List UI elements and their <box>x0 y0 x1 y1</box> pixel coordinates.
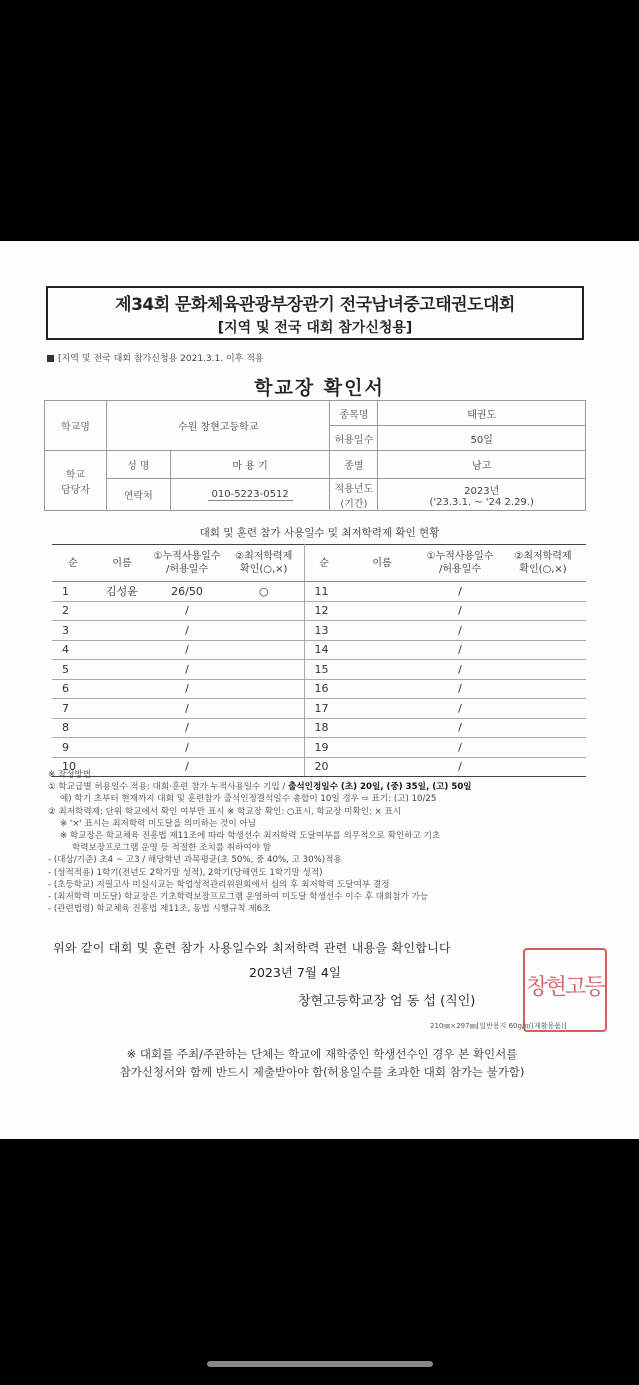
row-number: 20 <box>304 757 344 777</box>
school-info-table <box>44 400 586 511</box>
academic-check <box>224 679 304 699</box>
instruction-line: 예) 학기 초부터 현재까지 대회 및 훈련참가 출석인정결석일수 총합이 10일 경우 ⇨ 표기: (고) 10/25 <box>60 794 437 805</box>
year-value-line1: 2023년 <box>464 485 500 497</box>
instructions-heading: ※ 작성방법 <box>48 770 92 780</box>
row-number: 16 <box>304 679 344 699</box>
academic-check <box>500 699 586 719</box>
row-number: 10 <box>52 757 94 777</box>
row-number: 11 <box>304 582 344 602</box>
student-name <box>94 718 150 738</box>
student-name <box>344 699 420 719</box>
header-acad-line2: 확인(○,×) <box>519 564 567 575</box>
header-name-left: 이름 <box>94 545 150 582</box>
student-name <box>344 679 420 699</box>
row-number: 4 <box>52 640 94 660</box>
academic-check <box>224 621 304 641</box>
person-in-charge-label <box>45 451 107 511</box>
bottom-note-line1: ※ 대회를 주최/주관하는 단체는 학교에 재학중인 학생선수인 경우 본 확인서를 <box>126 1047 518 1061</box>
official-seal: 창현고등 <box>523 948 607 1032</box>
header-acad-left <box>224 545 304 582</box>
instruction-line: - (관련법령) 학교체육 진흥법 제11조, 동법 시행규칙 제6조 <box>48 904 271 915</box>
square-bullet-icon <box>47 355 54 362</box>
instruction-line: ② 최저학력제: 단위 학교에서 확인 여부만 표시 ※ 학교장 확인: ○표시, 학교장 미확인: × 표시 <box>48 806 402 817</box>
academic-check <box>224 601 304 621</box>
top-note <box>47 351 264 364</box>
allowed-days-label: 허용일수 <box>330 426 378 451</box>
person-label-line2: 담당자 <box>60 484 90 496</box>
academic-check <box>500 718 586 738</box>
academic-check <box>500 679 586 699</box>
year-value-line2: ('23.3.1. ~ '24 2.29.) <box>429 496 534 508</box>
contact-label: 연락처 <box>106 479 170 511</box>
days-used: / <box>150 738 224 758</box>
student-name <box>344 660 420 680</box>
days-used: / <box>150 757 224 777</box>
student-name <box>94 660 150 680</box>
row-number: 18 <box>304 718 344 738</box>
academic-check <box>500 660 586 680</box>
name-label: 성 명 <box>106 451 170 479</box>
school-label: 학교명 <box>45 401 107 451</box>
days-used: / <box>420 738 500 758</box>
header-days-line1: ①누적사용일수 <box>153 551 221 562</box>
days-used: / <box>420 640 500 660</box>
academic-check <box>224 640 304 660</box>
status-table <box>52 544 586 777</box>
days-used: / <box>150 679 224 699</box>
row-number: 8 <box>52 718 94 738</box>
student-name <box>344 601 420 621</box>
days-used: / <box>150 660 224 680</box>
bottom-note-line2: 참가신청서와 함께 반드시 제출받아야 함(허용일수를 초과한 대회 참가는 불가함) <box>119 1065 525 1079</box>
event-value: 태권도 <box>378 401 586 426</box>
days-used: / <box>420 601 500 621</box>
instruction-line: - (대상/기준) 초4 ~ 고3 / 해당학년 과목평균(초 50%, 중 40%, 고 30%)적용 <box>48 855 342 866</box>
bottom-note <box>47 1045 597 1081</box>
instruction-line: 학력보장프로그램 운영 등 적절한 조치를 취하여야 함 <box>72 843 272 854</box>
student-name: 김성윤 <box>94 582 150 602</box>
instruction-line <box>48 781 608 793</box>
days-used: / <box>150 699 224 719</box>
header-days-line2: /허용일수 <box>438 564 481 575</box>
academic-check <box>500 601 586 621</box>
confirmation-text: 위와 같이 대회 및 훈련 참가 사용일수와 최저학력 관련 내용을 확인합니다 <box>53 941 451 955</box>
year-label-line2: (기간) <box>340 498 368 510</box>
header-days-line2: /허용일수 <box>165 564 208 575</box>
student-name <box>94 621 150 641</box>
contact-value-text: 010-5223-0512 <box>208 489 293 501</box>
instruction-text: ① 학교급별 허용일수 적용: 대회·훈련 참가 누적사용일수 기입 / <box>48 782 289 793</box>
student-name <box>344 738 420 758</box>
row-number: 15 <box>304 660 344 680</box>
instruction-line: ※ '×' 표시는 최저학력 미도달을 의미하는 것이 아님 <box>60 818 256 829</box>
student-name <box>94 601 150 621</box>
gender-label: 종별 <box>330 451 378 479</box>
academic-check <box>500 582 586 602</box>
gender-value: 남고 <box>378 451 586 479</box>
row-number: 12 <box>304 601 344 621</box>
instruction-bold-text: 출석인정일수 (초) 20일, (중) 35일, (고) 50일 <box>288 782 472 793</box>
days-used: / <box>420 582 500 602</box>
academic-check <box>224 699 304 719</box>
title-box <box>46 286 584 340</box>
header-days-right <box>420 545 500 582</box>
instruction-line: - (성적적용) 1학기(전년도 2학기말 성적), 2학기(당해연도 1학기말 성적) <box>48 867 323 878</box>
header-days-left <box>150 545 224 582</box>
confirmation-date: 2023년 7월 4일 <box>249 965 341 980</box>
row-number: 2 <box>52 601 94 621</box>
academic-check: ○ <box>224 582 304 602</box>
year-label <box>330 479 378 511</box>
days-used: / <box>420 660 500 680</box>
academic-check <box>224 660 304 680</box>
table-row <box>52 679 586 699</box>
days-used: / <box>150 640 224 660</box>
header-acad-line1: ②최저학력제 <box>514 551 572 562</box>
table-row <box>52 601 586 621</box>
student-name <box>344 718 420 738</box>
days-used: / <box>150 718 224 738</box>
table-row <box>52 640 586 660</box>
academic-check <box>500 738 586 758</box>
header-days-line1: ①누적사용일수 <box>426 551 494 562</box>
days-used: / <box>420 699 500 719</box>
year-value <box>378 479 586 511</box>
person-label-line1: 학교 <box>65 469 86 481</box>
student-name <box>344 640 420 660</box>
days-used: / <box>420 757 500 777</box>
row-number: 6 <box>52 679 94 699</box>
instruction-line: - (최저학력 미도달) 학교장은 기초학력보장프로그램 운영하여 미도달 학생선수 이수 후 대회참가 가능 <box>48 892 429 903</box>
row-number: 13 <box>304 621 344 641</box>
table-row <box>52 660 586 680</box>
home-indicator[interactable] <box>207 1361 433 1367</box>
header-no-right: 순 <box>304 545 344 582</box>
days-used: / <box>420 718 500 738</box>
academic-check <box>224 738 304 758</box>
student-name <box>94 738 150 758</box>
row-number: 14 <box>304 640 344 660</box>
student-name <box>94 699 150 719</box>
row-number: 9 <box>52 738 94 758</box>
days-used: / <box>150 621 224 641</box>
header-acad-right <box>500 545 586 582</box>
event-label: 종목명 <box>330 401 378 426</box>
year-label-line1: 적용년도 <box>334 483 374 495</box>
instruction-line: - (초등학교) 지필고사 미실시교는 학업성적관리위원회에서 심의 후 최저학력 도달여부 결정 <box>48 879 390 890</box>
student-name <box>94 679 150 699</box>
student-name <box>344 582 420 602</box>
table-row <box>52 621 586 641</box>
table-row <box>52 582 586 602</box>
document-title: 제34회 문화체육관광부장관기 전국남녀중고태권도대회 <box>115 295 515 315</box>
document-subtitle: [지역 및 전국 대회 참가신청용] <box>217 320 413 336</box>
row-number: 3 <box>52 621 94 641</box>
contact-value <box>170 479 330 511</box>
days-used: / <box>420 621 500 641</box>
row-number: 19 <box>304 738 344 758</box>
academic-check <box>500 621 586 641</box>
table-subtitle: 대회 및 훈련 참가 사용일수 및 최저학력제 확인 현황 <box>199 527 440 539</box>
header-name-right: 이름 <box>344 545 420 582</box>
name-value: 마 용 기 <box>170 451 330 479</box>
student-name <box>344 621 420 641</box>
row-number: 5 <box>52 660 94 680</box>
days-used: 26/50 <box>150 582 224 602</box>
table-row <box>52 699 586 719</box>
principal-signature: 창현고등학교장 엄 동 섭 (직인) <box>298 994 476 1009</box>
header-acad-line1: ②최저학력제 <box>235 551 293 562</box>
paper-spec: 210㎜×297㎜[일반용지 60g/㎡(재활용품)] <box>430 1022 567 1030</box>
instruction-line: ※ 학교장은 학교체육 진흥법 제11조에 따라 학생선수 최저학력 도달여부를 의무적으로 확인하고 기초 <box>60 831 441 842</box>
student-name <box>94 640 150 660</box>
row-number: 1 <box>52 582 94 602</box>
top-note-text: [지역 및 전국 대회 참가신청용 2021.3.1. 이후 적용 <box>58 354 264 364</box>
header-no-left: 순 <box>52 545 94 582</box>
row-number: 7 <box>52 699 94 719</box>
document-page <box>0 241 639 1139</box>
table-row <box>52 718 586 738</box>
days-used: / <box>420 679 500 699</box>
days-used: / <box>150 601 224 621</box>
table-row <box>52 738 586 758</box>
page-heading: 학교장 확인서 <box>254 377 385 399</box>
school-value: 수원 창현고등학교 <box>106 401 330 451</box>
academic-check <box>224 718 304 738</box>
row-number: 17 <box>304 699 344 719</box>
academic-check <box>500 640 586 660</box>
header-acad-line2: 확인(○,×) <box>240 564 288 575</box>
allowed-days-value: 50일 <box>378 426 586 451</box>
instructions <box>48 769 608 915</box>
